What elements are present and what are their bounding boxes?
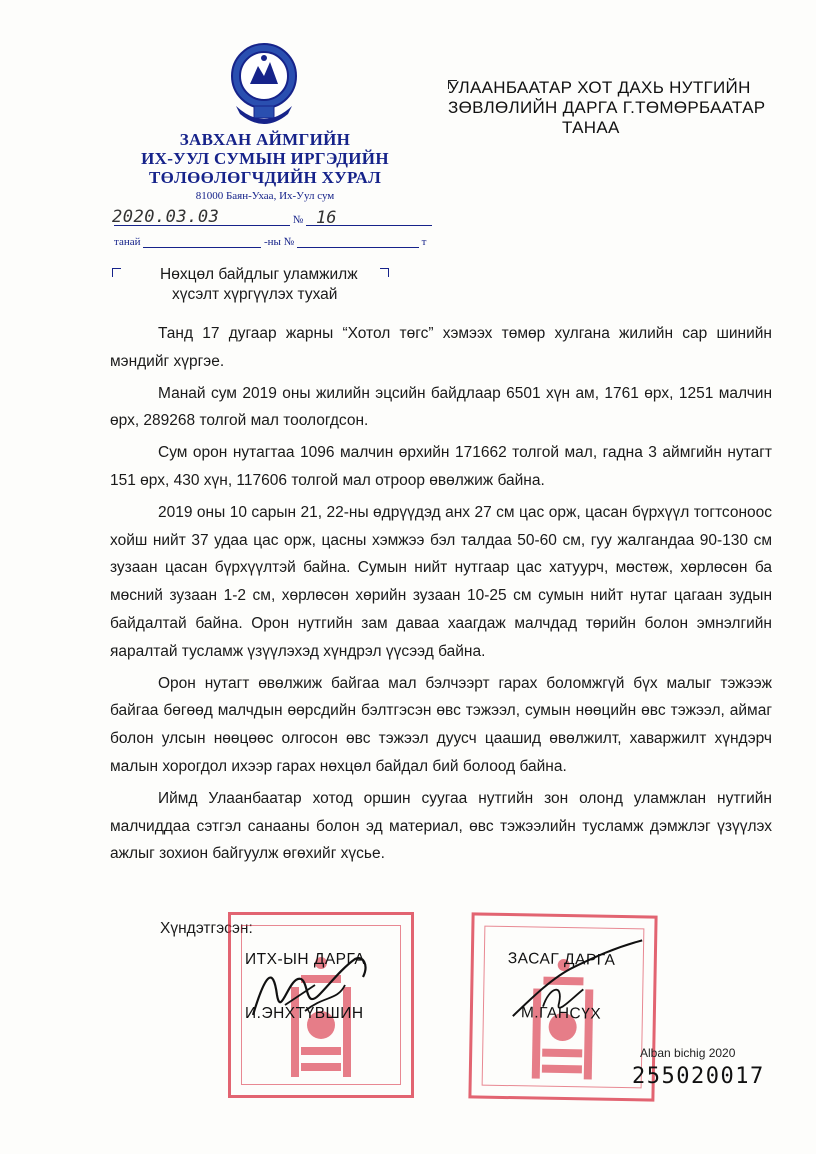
ref-prefix: танай (114, 236, 141, 248)
recipient-block (448, 78, 778, 138)
recipient-line-3: ТАНАА (562, 118, 620, 137)
subject-corner-right (380, 268, 389, 277)
letter-body (110, 320, 772, 872)
body-paragraph: Манай сум 2019 оны жилийн эцсийн байдлаар 6501 хүн ам, 1761 өрх, 1251 малчин өрх, 289268 толгой мал тоологдсон. (110, 384, 772, 430)
org-line-3: ТӨЛӨӨЛӨГЧДИЙН ХУРАЛ (148, 168, 382, 187)
signer1-name: И.ЭНХТҮВШИН (245, 1005, 364, 1022)
document-reference: Alban bichig 2020 (640, 1046, 736, 1060)
subject-corner-left (112, 268, 121, 277)
official-stamp-left (228, 912, 414, 1098)
signer2-title: ЗАСАГ ДАРГА (507, 950, 616, 969)
handwritten-date: 2020.03.03 (112, 207, 220, 227)
sender-organization (130, 130, 400, 187)
signer2-name: М.ГАНСҮХ (520, 1004, 602, 1023)
org-line-1: ЗАВХАН АЙМГИЙН (179, 130, 351, 149)
closing-greeting: Хүндэтгэсэн: (160, 920, 253, 937)
body-paragraph: Танд 17 дугаар жарны “Хотол төгс” хэмээх төмөр хулгана жилийн сар шинийн мэндийг хүргэе. (110, 325, 772, 370)
state-emblem-icon (228, 36, 300, 136)
document-serial-number: 255020017 (632, 1064, 765, 1089)
reference-line (114, 236, 426, 248)
official-stamp-right (468, 912, 657, 1101)
subject (160, 265, 358, 305)
signer1-title: ИТХ-ЫН ДАРГА (245, 951, 366, 968)
recipient-line-2: ЗӨВЛӨЛИЙН ДАРГА Г.ТӨМӨРБААТАР (448, 98, 766, 117)
handwritten-number: 16 (316, 208, 337, 228)
recipient-line-1: УЛААНБААТАР ХОТ ДАХЬ НУТГИЙН (448, 78, 751, 97)
sender-address: 81000 Баян-Ухаа, Их-Уул сум (195, 190, 335, 202)
org-line-2: ИХ-УУЛ СУМЫН ИРГЭДИЙН (141, 149, 389, 168)
subject-line-1: Нөхцөл байдлыг уламжилж (160, 266, 358, 283)
body-paragraph: 2019 оны 10 сарын 21, 22-ны өдрүүдэд анх 27 см цас орж, цасан бүрхүүл тогтсоноос хойш нийт 37 удаа цас орж, цасны хэмжээ бэл талдаа 50-60 см, гуу жалгандаа 90-130 см зузаан цасан бүрхүүлтэй байна. Сумын нийт нутгаар цас хатуурч, мөстөж, хөрлөсөн ба мөсний зузаан 1-2 см, хөрлөсөн хөрийн зузаан 10-25 см сумын нийт нутаг цагаан зудын байдалтай байна. Орон нутгийн зам даваа хаагдаж малчдад төрийн болон эмнэлгийн яаралтай тусламж үзүүлэхэд хүндрэл үүсээд байна. (110, 503, 772, 660)
body-paragraph: Орон нутагт өвөлжиж байгаа мал бэлчээрт гарах боломжгүй бүх малыг тэжээж байгаа бөгөөд малчдын өөрсдийн бэлтгэсэн өвс тэжээл, сумын нөөцийн өвс тэжээл, аймаг болон улсын нөөцөөс олгосон өвс тэжээл дуусч цаашид өвөлжилт, хаваржилт хүндэрч малын хорогдол ихээр гарах нөхцөл байдал бий болоод байна. (110, 674, 772, 775)
number-label: № (292, 214, 304, 226)
ref-middle: -ны № (263, 236, 295, 248)
subject-line-2: хүсэлт хүргүүлэх тухай (172, 286, 338, 303)
ref-suffix: т (421, 236, 427, 248)
body-paragraph: Сум орон нутагтаа 1096 малчин өрхийн 171662 толгой мал, гадна 3 аймгийн нутагт 151 өрх, 430 хүн, 117606 толгой мал отроор өвөлжиж байна. (110, 444, 772, 489)
body-paragraph: Иймд Улаанбаатар хотод оршин суугаа нутгийн зон олонд уламжлан нутгийн малчиддаа сэтгэл санааны болон эд материал, өвс тэжээлийн тусламж дэмжлэг үзүүлэх ажлыг зохион байгуулж өгөхийг хүсье. (110, 789, 772, 863)
